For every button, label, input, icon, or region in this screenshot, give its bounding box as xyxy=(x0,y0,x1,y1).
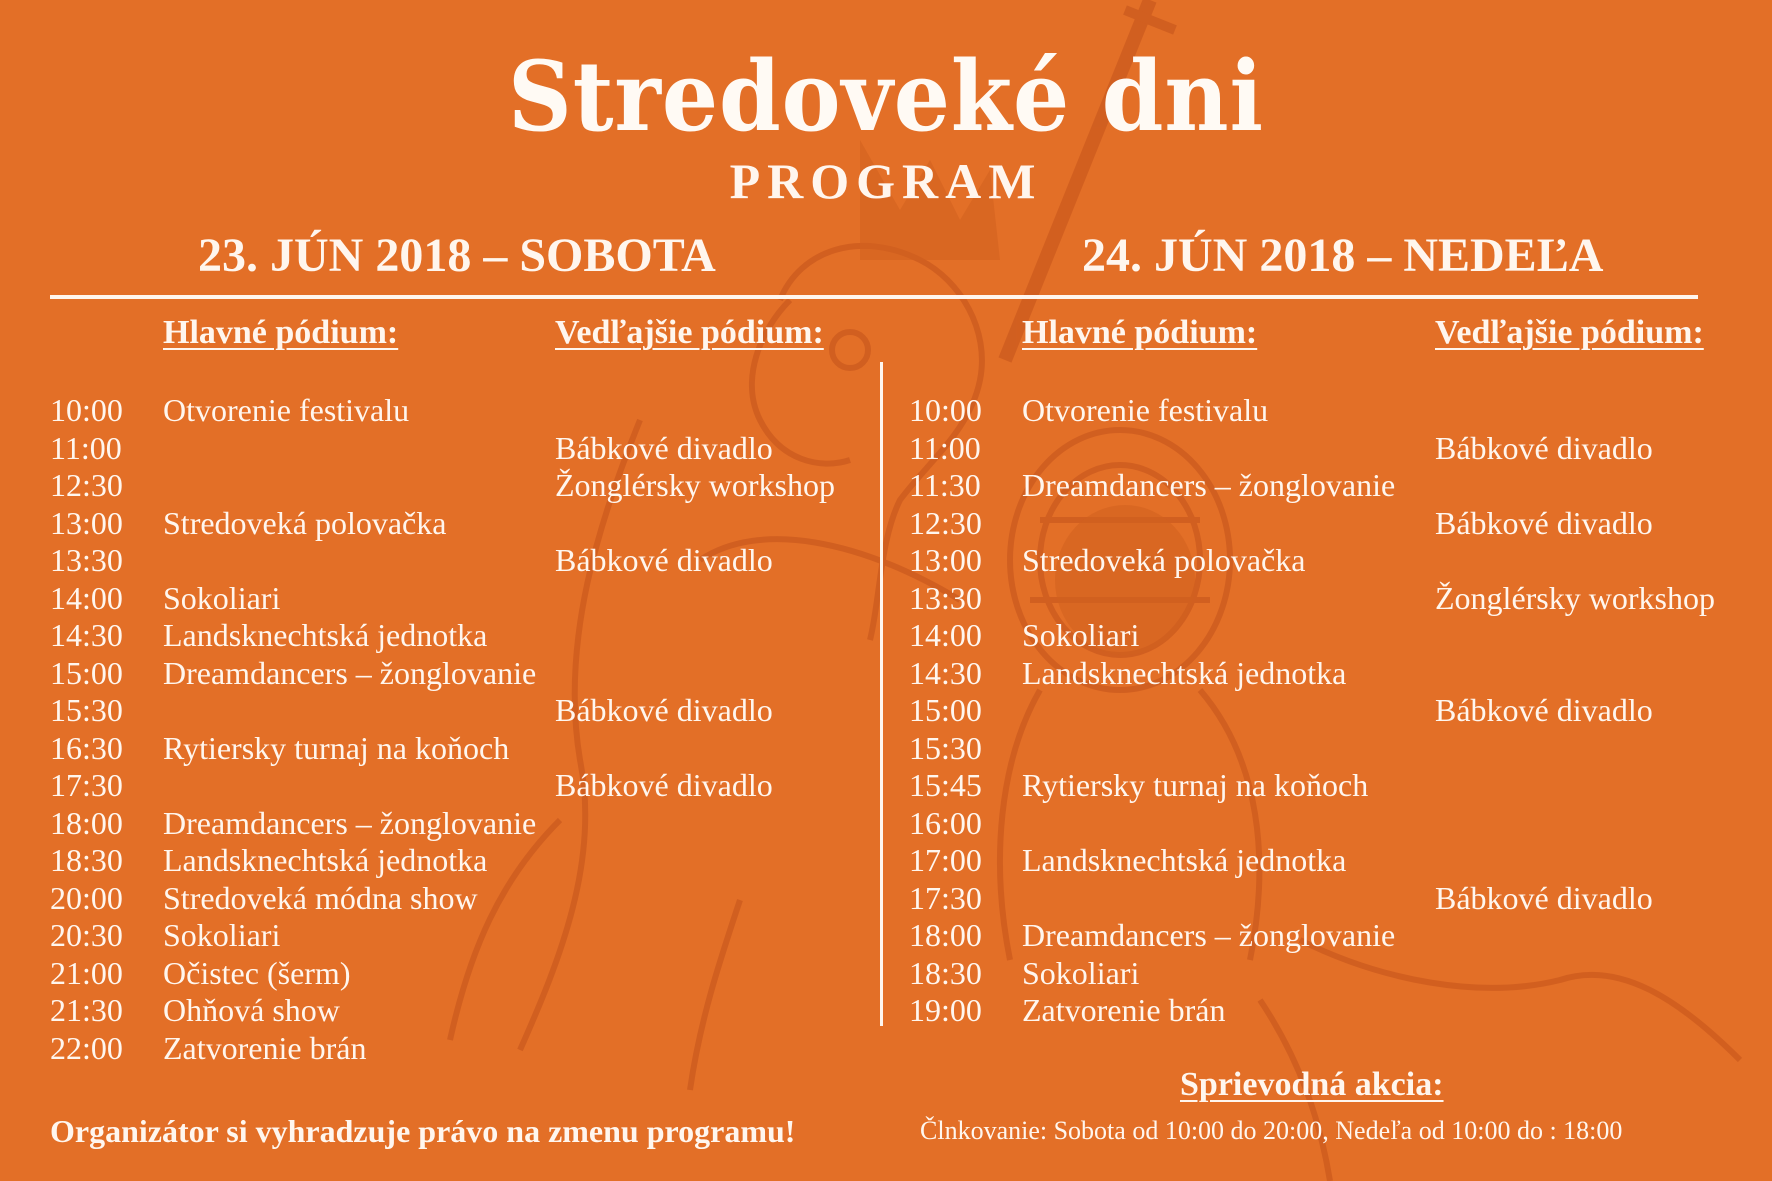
side-stage-event: Bábkové divadlo xyxy=(555,542,773,578)
schedule-time: 22:00 xyxy=(50,1029,123,1066)
schedule-time: 20:30 xyxy=(50,917,123,953)
saturday-main-stage-heading: Hlavné pódium: xyxy=(163,314,399,351)
main-stage-event: Sokoliari xyxy=(1022,954,1140,991)
side-stage-event: Bábkové divadlo xyxy=(555,429,773,466)
main-stage-event: Sokoliari xyxy=(163,579,281,616)
schedule-time: 13:30 xyxy=(50,542,123,578)
main-stage-event: Dreamdancers – žonglovanie xyxy=(163,804,537,841)
schedule-time: 10:00 xyxy=(909,392,982,428)
side-stage-event: Žonglérsky workshop xyxy=(1435,579,1715,616)
schedule-time: 16:30 xyxy=(50,729,123,766)
schedule-time: 11:00 xyxy=(50,429,122,466)
main-stage-event: Očistec (šerm) xyxy=(163,954,351,991)
side-stage-event: Bábkové divadlo xyxy=(1435,504,1653,541)
disclaimer-text: Organizátor si vyhradzuje právo na zmenu programu! xyxy=(50,1113,796,1149)
schedule-time: 14:00 xyxy=(50,579,123,616)
main-stage-event: Sokoliari xyxy=(163,917,281,953)
saturday-side-stage-heading: Vedľajšie pódium: xyxy=(555,314,824,351)
schedule-time: 18:00 xyxy=(50,804,123,841)
schedule-time: 11:00 xyxy=(909,429,981,466)
sunday-side-stage-heading: Vedľajšie pódium: xyxy=(1435,314,1704,351)
schedule-time: 19:00 xyxy=(909,992,982,1028)
main-stage-event: Landsknechtská jednotka xyxy=(163,617,488,653)
schedule-time: 12:30 xyxy=(50,467,123,503)
main-stage-event: Otvorenie festivalu xyxy=(163,392,410,428)
schedule-time: 18:00 xyxy=(909,917,982,953)
schedule-time: 11:30 xyxy=(909,467,981,503)
day-sunday-title: 24. JÚN 2018 – NEDEĽA xyxy=(1082,229,1604,282)
schedule-time: 21:00 xyxy=(50,954,123,991)
main-stage-event: Stredoveká módna show xyxy=(163,879,478,916)
schedule-time: 15:30 xyxy=(909,729,982,766)
schedule-time: 21:30 xyxy=(50,992,123,1028)
header-divider xyxy=(50,295,1698,299)
side-stage-event: Bábkové divadlo xyxy=(1435,692,1653,728)
schedule-time: 15:30 xyxy=(50,692,123,728)
main-stage-event: Rytiersky turnaj na koňoch xyxy=(1022,767,1369,803)
program-heading: PROGRAM xyxy=(729,153,1043,209)
main-stage-event: Landsknechtská jednotka xyxy=(1022,654,1347,691)
main-stage-event: Rytiersky turnaj na koňoch xyxy=(163,729,510,766)
main-stage-event: Stredoveká polovačka xyxy=(1022,542,1306,578)
main-stage-event: Stredoveká polovačka xyxy=(163,504,447,541)
schedule-time: 10:00 xyxy=(50,392,123,428)
side-stage-event: Bábkové divadlo xyxy=(1435,879,1653,916)
main-stage-event: Landsknechtská jednotka xyxy=(163,842,488,878)
schedule-time: 17:30 xyxy=(909,879,982,916)
schedule-time: 13:00 xyxy=(909,542,982,578)
column-divider xyxy=(880,362,883,1026)
schedule-time: 14:30 xyxy=(909,654,982,691)
main-stage-event: Landsknechtská jednotka xyxy=(1022,842,1347,878)
sunday-main-stage-heading: Hlavné pódium: xyxy=(1022,314,1258,351)
schedule-time: 14:30 xyxy=(50,617,123,653)
side-event-heading: Sprievodná akcia: xyxy=(1180,1066,1444,1103)
side-event-text: Člnkovanie: Sobota od 10:00 do 20:00, Nedeľa od 10:00 do : 18:00 xyxy=(920,1116,1623,1145)
schedule-time: 17:00 xyxy=(909,842,982,878)
main-stage-event: Sokoliari xyxy=(1022,617,1140,653)
schedule-time: 15:00 xyxy=(909,692,982,728)
schedule-time: 20:00 xyxy=(50,879,123,916)
day-saturday-title: 23. JÚN 2018 – SOBOTA xyxy=(198,229,716,282)
schedule-time: 18:30 xyxy=(909,954,982,991)
schedule-time: 13:00 xyxy=(50,504,123,541)
main-stage-event: Dreamdancers – žonglovanie xyxy=(1022,917,1396,953)
schedule-time: 14:00 xyxy=(909,617,982,653)
main-stage-event: Ohňová show xyxy=(163,992,340,1028)
main-stage-event: Otvorenie festivalu xyxy=(1022,392,1269,428)
schedule-time: 15:00 xyxy=(50,654,123,691)
main-stage-event: Zatvorenie brán xyxy=(163,1029,367,1066)
main-stage-event: Dreamdancers – žonglovanie xyxy=(163,654,537,691)
schedule-time: 13:30 xyxy=(909,579,982,616)
main-stage-event: Dreamdancers – žonglovanie xyxy=(1022,467,1396,503)
schedule-time: 16:00 xyxy=(909,804,982,841)
side-stage-event: Bábkové divadlo xyxy=(555,767,773,803)
main-stage-event: Zatvorenie brán xyxy=(1022,992,1226,1028)
schedule-time: 18:30 xyxy=(50,842,123,878)
festival-title: Stredoveké dni xyxy=(507,40,1265,153)
side-stage-event: Bábkové divadlo xyxy=(555,692,773,728)
schedule-time: 15:45 xyxy=(909,767,982,803)
side-stage-event: Bábkové divadlo xyxy=(1435,429,1653,466)
schedule-time: 12:30 xyxy=(909,504,982,541)
side-stage-event: Žonglérsky workshop xyxy=(555,467,835,503)
schedule-time: 17:30 xyxy=(50,767,123,803)
